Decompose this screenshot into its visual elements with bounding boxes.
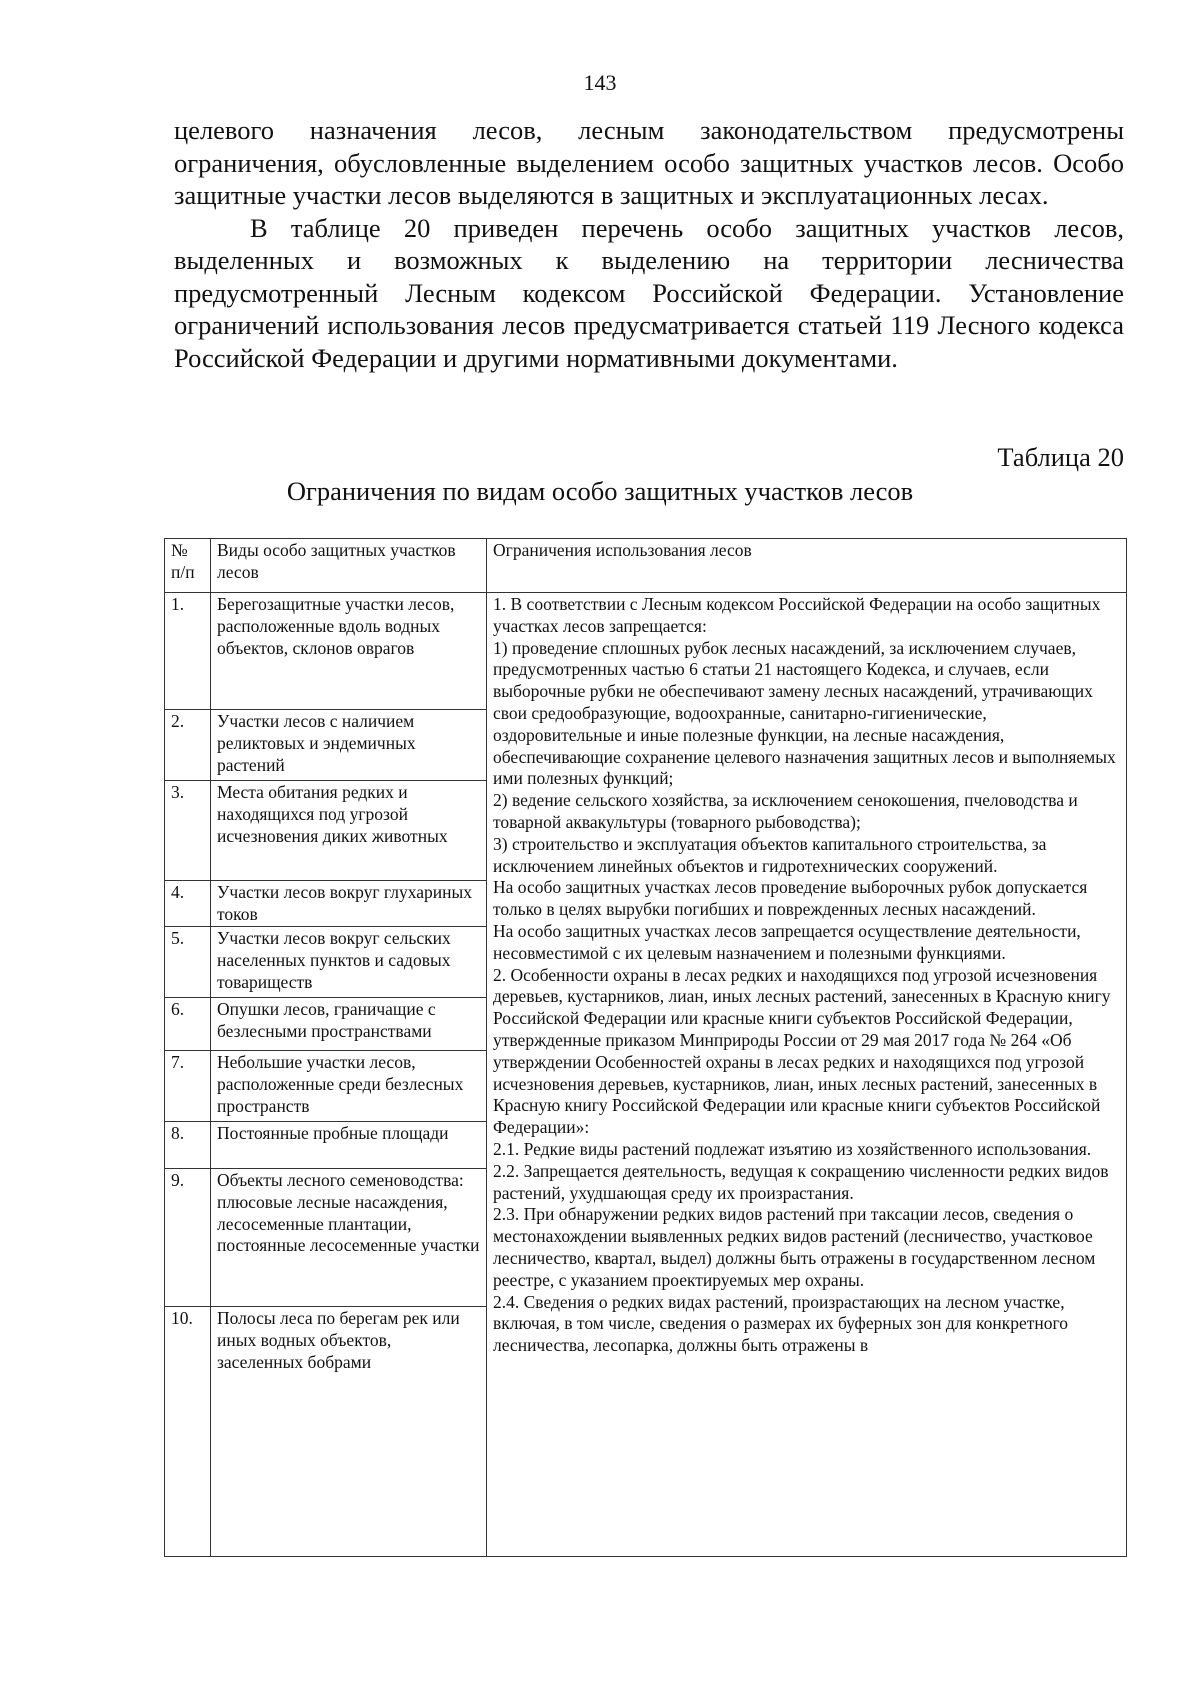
- restrictions-cell: [487, 593, 1127, 1557]
- row-kind: Полосы леса по берегам рек или иных водных объектов, заселенных бобрами: [211, 1307, 487, 1557]
- restriction-paragraph: 2. Особенности охраны в лесах редких и находящихся под угрозой исчезновения деревьев, кустарников, лиан, иных лесных растений, занесенных в Красную книгу Российской Федерации или красные книги субъектов Российской Федерации, утвержденные приказом Минприроды России от 29 мая 2017 года № 264 «Об утверждении Особенностей охраны в лесах редких и находящихся под угрозой исчезновения деревьев, кустарников, лиан, иных лесных растений, занесенных в Красную книгу Российской Федерации или красные книги субъектов Российской Федерации»:: [493, 964, 1111, 1138]
- restriction-paragraph: 2.4. Сведения о редких видах растений, произрастающих на лесном участке, включая, в том числе, сведения о размерах их буферных зон для конкретного лесничества, лесопарка, должны быть отражены в: [493, 1291, 1068, 1356]
- intro-paragraph-1: целевого назначения лесов, лесным законодательством предусмотрены ограничения, обусловленные выделением особо защитных участков лесов. Особо защитные участки лесов выделяются в защитных и эксплуатационных лесах.: [174, 115, 1124, 210]
- restriction-paragraph: На особо защитных участках лесов проведение выборочных рубок допускается только в целях вырубки погибших и поврежденных лесных насаждений.: [493, 877, 1088, 920]
- restriction-paragraph: 2.2. Запрещается деятельность, ведущая к сокращению численности редких видов растений, ухудшающая среду их произрастания.: [493, 1160, 1109, 1203]
- header-restrictions: Ограничения использования лесов: [487, 539, 1127, 593]
- row-kind: Объекты лесного семеноводства: плюсовые лесные насаждения, лесосеменные плантации, постоянные лесосеменные участки: [211, 1169, 487, 1307]
- row-kind: Участки лесов с наличием реликтовых и эндемичных растений: [211, 710, 487, 781]
- restriction-paragraph: 2.1. Редкие виды растений подлежат изъятию из хозяйственного использования.: [493, 1138, 1092, 1159]
- restriction-paragraph: 2) ведение сельского хозяйства, за исключением сенокошения, пчеловодства и товарной аквакультуры (товарного рыбоводства);: [493, 790, 1078, 832]
- intro-paragraph-2: В таблице 20 приведен перечень особо защитных участков лесов, выделенных и возможных к выделению на территории лесничества предусмотренный Лесным кодексом Российской Федерации. Установление ограничений использования лесов предусматривается статьей 119 Лесного кодекса Российской Федерации и другими нормативными документами.: [174, 212, 1124, 373]
- restrictions-table: [164, 538, 1127, 1557]
- intro-text: [174, 114, 1124, 374]
- row-kind: Участки лесов вокруг глухариных токов: [211, 881, 487, 927]
- header-num: № п/п: [165, 539, 211, 593]
- row-kind: Участки лесов вокруг сельских населенных пунктов и садовых товариществ: [211, 927, 487, 998]
- row-number: 2.: [165, 710, 211, 781]
- row-kind: Постоянные пробные площади: [211, 1122, 487, 1169]
- row-kind: Берегозащитные участки лесов, расположенные вдоль водных объектов, склонов оврагов: [211, 593, 487, 710]
- table-title: Ограничения по видам особо защитных участков лесов: [286, 476, 914, 506]
- row-number: 9.: [165, 1169, 211, 1307]
- row-kind: Места обитания редких и находящихся под угрозой исчезновения диких животных: [211, 781, 487, 881]
- restriction-paragraph: 1) проведение сплошных рубок лесных насаждений, за исключением случаев, предусмотренных частью 6 статьи 21 настоящего Кодекса, и случаев, если выборочные рубки не обеспечивают замену лесных насаждений, утрачивающих свои средообразующие, водоохранные, санитарно-гигиенические, оздоровительные и иные полезные функции, на лесные насаждения, обеспечивающие сохранение целевого назначения защитных лесов и выполняемых ими полезных функций;: [493, 637, 1116, 789]
- header-kinds: Виды особо защитных участков лесов: [211, 539, 487, 593]
- restriction-paragraph: 1. В соответствии с Лесным кодексом Российской Федерации на особо защитных участках лесов запрещается:: [493, 594, 1101, 636]
- restriction-paragraph: 3) строительство и эксплуатация объектов капитального строительства, за исключением линейных объектов и гидротехнических сооружений.: [493, 833, 1047, 876]
- row-kind: Опушки лесов, граничащие с безлесными пространствами: [211, 998, 487, 1051]
- row-kind: Небольшие участки лесов, расположенные среди безлесных пространств: [211, 1051, 487, 1122]
- restriction-paragraph: На особо защитных участках лесов запрещается осуществление деятельности, несовместимой с их целевым назначением и полезными функциями.: [493, 920, 1081, 963]
- row-number: 4.: [165, 881, 211, 927]
- table-row: [165, 593, 1127, 710]
- row-number: 8.: [165, 1122, 211, 1169]
- row-number: 1.: [165, 593, 211, 710]
- table-label: Таблица 20: [997, 442, 1124, 472]
- row-number: 6.: [165, 998, 211, 1051]
- row-number: 7.: [165, 1051, 211, 1122]
- page-number: 143: [583, 70, 617, 95]
- restriction-paragraph: 2.3. При обнаружении редких видов растений при таксации лесов, сведения о местонахождении выявленных редких видов растений (лесничество, участковое лесничество, квартал, выдел) должны быть отражены в государственном лесном реестре, с указанием проектируемых мер охраны.: [493, 1204, 1096, 1290]
- table-header-row: [165, 539, 1127, 593]
- row-number: 3.: [165, 781, 211, 881]
- row-number: 5.: [165, 927, 211, 998]
- row-number: 10.: [165, 1307, 211, 1557]
